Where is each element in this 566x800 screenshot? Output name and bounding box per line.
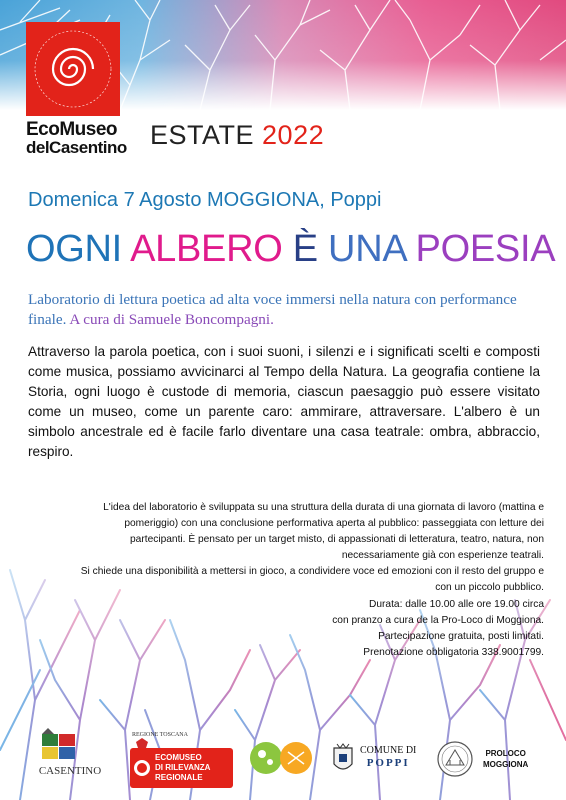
- wordmark-line1: EcoMuseo: [26, 119, 118, 140]
- title-word-4: UNA: [328, 228, 406, 270]
- spiral-icon: [26, 22, 120, 116]
- comune-line1: COMUNE DI: [360, 745, 417, 756]
- proloco-line1: PROLOCO: [485, 749, 526, 758]
- ecomuseo-badge-line3: REGIONALE: [155, 773, 203, 782]
- ecomuseo-logo: [26, 22, 120, 116]
- details-lunch: con pranzo a cura de la Pro-Loco di Moggiona.: [332, 614, 544, 626]
- event-description: Attraverso la parola poetica, con i suoi suoni, i silenzi e i significati scelti e composti come musica, possiamo avvicinarci al Tempo della Natura. La geografia contiene la Storia, ogni luogo è custode di memoria, ciascun paesaggio può essere visitato come un museo, come un parente caro: ammirare, attraversare. L'albero è un simbolo ancestrale ed è facile farlo diventare una casa teatrale: ombra, abbraccio, respiro.: [28, 344, 540, 459]
- season-year: 2022: [262, 120, 325, 150]
- title-word-3: È: [292, 228, 318, 270]
- proloco-emblem-icon: [436, 738, 474, 780]
- casentino-logo: [20, 728, 120, 788]
- event-title: [26, 225, 556, 273]
- season-heading: [150, 115, 350, 155]
- proloco-moggiona: [483, 748, 528, 770]
- season-label: ESTATE: [150, 120, 255, 150]
- lead-author: A cura di Samuele Boncompagni.: [69, 311, 274, 328]
- casentino-label: CASENTINO: [38, 765, 102, 777]
- regione-toscana-logo: [128, 728, 233, 790]
- event-lead: [28, 290, 548, 330]
- title-word-5: POESIA: [415, 228, 556, 270]
- comune-di-poppi: [360, 745, 416, 769]
- ecomuseo-badge-line1: ECOMUSEO: [155, 753, 202, 762]
- details-request: Si chiede una disponibilità a mettersi in gioco, a condividere voce ed emozioni con il resto del gruppo e con un piccolo pubblico.: [80, 566, 544, 594]
- details-duration: Durata: dalle 10.00 alle ore 19.00 circa: [369, 598, 544, 610]
- wordmark-line2: delCasentino: [26, 138, 127, 157]
- details-participation: Partecipazione gratuita, posti limitati.: [378, 630, 544, 642]
- regione-label: REGIONE TOSCANA: [132, 732, 188, 738]
- details-intro: L'idea del laboratorio è sviluppata su una struttura della durata di una giornata di lavoro (mattina e pomeriggio) con una conclusione performativa aperta al pubblico: passeggiata con letture dei partecipanti. È pensato per un target misto, di appassionati di letteratura, teatro, natura, non necessariamente già con esperienze teatrali.: [103, 502, 544, 562]
- title-word-2: ALBERO: [130, 228, 283, 270]
- ecomuseo-wordmark: [26, 120, 146, 156]
- ecomuseo-badge-line2: DI RILEVANZA: [155, 763, 211, 772]
- proloco-line2: MOGGIONA: [483, 760, 529, 769]
- comune-line2: POPPI: [366, 757, 410, 769]
- event-details: [80, 500, 544, 661]
- poppi-crest-icon: [332, 742, 354, 776]
- partner-flower-logo: [248, 738, 318, 778]
- details-booking: Prenotazione obbligatoria 338.9001799.: [363, 646, 544, 658]
- event-date-place: Domenica 7 Agosto MOGGIONA, Poppi: [28, 189, 382, 211]
- lead-text: Laboratorio di lettura poetica ad alta voce immersi nella natura con performance finale.: [28, 291, 517, 328]
- title-word-1: OGNI: [26, 228, 122, 270]
